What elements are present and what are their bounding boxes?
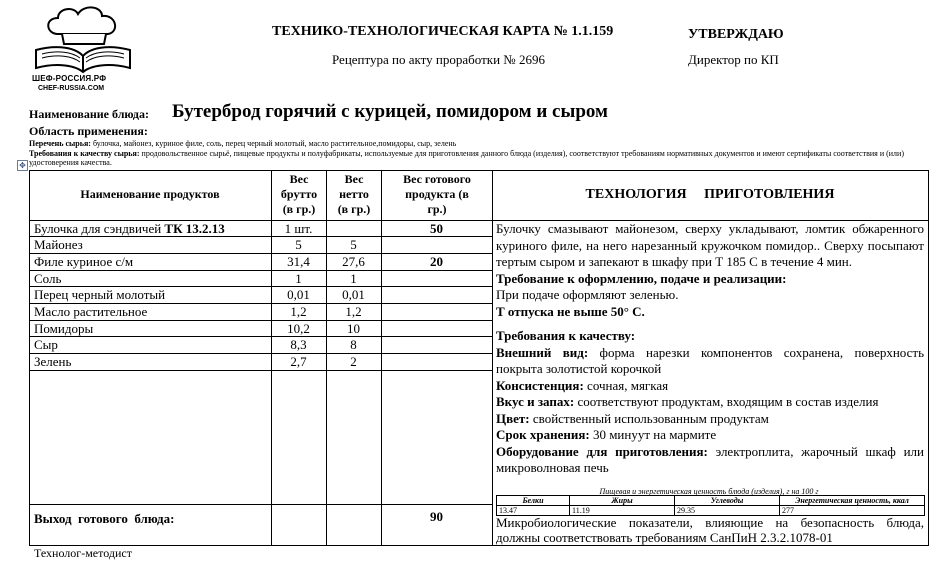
nutrition-title: Пищевая и энергетическая ценность блюда (изделия), г на 100 г xyxy=(599,487,819,496)
spacer xyxy=(496,320,924,328)
taste-text: соответствуют продуктам, входящим в состав изделия xyxy=(574,394,879,409)
ingredient-gross: 1 шт. xyxy=(284,221,313,236)
raw-materials xyxy=(29,139,456,148)
raw-materials-label: Перечень сырья: xyxy=(29,139,91,148)
col-divider-technology xyxy=(492,170,493,546)
storage xyxy=(496,427,924,444)
storage-text: 30 минуут на мармите xyxy=(589,427,717,442)
ingredient-gross: 1,2 xyxy=(290,304,307,319)
row-divider xyxy=(29,336,492,337)
equipment-text: электроплита, жарочный шкаф или микроволновая печь xyxy=(496,443,924,475)
quality-title: Требования к качеству: xyxy=(496,328,636,343)
consistency-text: сочная, мягкая xyxy=(583,377,669,393)
chef-russia-logo xyxy=(28,4,138,96)
ingredient-name xyxy=(34,271,61,287)
row-divider xyxy=(29,353,492,354)
ingredient-name-text: Филе куриное с/м xyxy=(34,254,134,269)
scope-label: Область применения: xyxy=(29,124,148,138)
appearance-text: форма нарезки компонентов сохранена, поверхность покрыта золотистой корочкой xyxy=(496,344,924,376)
row-divider xyxy=(29,320,492,321)
nutrition-values-row xyxy=(497,506,925,516)
dish-name: Бутерброд горячий с курицей, помидором и сыром xyxy=(172,101,608,122)
taste-label: Вкус и запах: xyxy=(496,394,575,409)
quality-requirements-text: продовольственное сырьё, пищевые продукты и полуфабрикаты, используемые для приготовления данного блюда (изделия), соответствуют требованиям нормативных документов и имеют сертификаты соответствия и (или) удостоверения качества. xyxy=(29,149,904,167)
ingredient-ready: 20 xyxy=(430,254,443,269)
ingredient-name xyxy=(34,254,133,270)
nutrition-carbs: 29.35 xyxy=(675,506,780,516)
color-text: свойственный использованным продуктам xyxy=(529,410,769,426)
ingredient-net: 2 xyxy=(350,354,357,369)
document-title: ТЕХНИКО-ТЕХНОЛОГИЧЕСКАЯ КАРТА № 1.1.159 xyxy=(272,24,614,39)
microbiology-text: Микробиологические показатели, влияющие на безопасность блюда, должны соответствовать требованиям СанПиН 2.3.2.1078-01 xyxy=(496,515,924,545)
equipment xyxy=(496,444,924,477)
ingredient-name xyxy=(34,321,93,337)
dish-label: Наименование блюда: xyxy=(29,107,149,121)
ingredient-gross: 8,3 xyxy=(290,337,307,352)
ingredient-name xyxy=(34,237,83,253)
nutrition-fat: 11.19 xyxy=(570,506,675,516)
equipment-label: Оборудование для приготовления: xyxy=(496,443,708,459)
ingredient-name xyxy=(34,287,165,303)
table-border-bottom xyxy=(29,545,929,546)
nutrition-header-fat: Жиры xyxy=(570,496,675,506)
ingredient-name-text: Булочка для сэндвичей xyxy=(34,221,165,236)
storage-label: Срок хранения: xyxy=(496,427,590,442)
table-border-top xyxy=(29,170,929,171)
nutrition-energy: 277 xyxy=(780,506,925,516)
consistency-label: Консистенция: xyxy=(496,377,584,393)
header-ready: Вес готового продукта (в гр.) xyxy=(403,172,471,216)
ingredient-name xyxy=(34,337,58,353)
color xyxy=(496,411,924,428)
ingredient-name xyxy=(34,304,147,320)
ingredient-name-text: Масло растительное xyxy=(34,304,148,319)
ingredient-gross: 31,4 xyxy=(287,254,310,269)
ingredient-net: 1,2 xyxy=(345,304,362,319)
table-border-right xyxy=(928,170,929,546)
output-value: 90 xyxy=(430,509,443,524)
ingredient-name-text: Перец черный молотый xyxy=(34,287,166,302)
output-row-divider xyxy=(29,504,492,505)
technology-text xyxy=(496,221,924,477)
ingredient-ready: 50 xyxy=(430,221,443,236)
table-border-left xyxy=(29,170,30,546)
nutrition-protein: 13.47 xyxy=(497,506,570,516)
ingredient-net: 8 xyxy=(350,337,357,352)
nutrition-header-energy: Энергетическая ценность, ккал xyxy=(780,496,925,506)
appearance xyxy=(496,345,924,378)
serving-title: Требование к оформлению, подаче и реализации: xyxy=(496,270,787,286)
ingredient-gross: 1 xyxy=(295,271,302,286)
row-divider xyxy=(29,370,492,371)
logo-text-ru: ШЕФ-РОССИЯ.РФ xyxy=(32,74,107,83)
director-label: Директор по КП xyxy=(688,52,779,67)
raw-materials-text: булочка, майонез, куриное филе, соль, перец черный молотый, масло растительное,помидоры, сыр, зелень xyxy=(90,139,457,148)
ingredient-name-text: Сыр xyxy=(34,337,58,352)
header-net: Вес нетто (в гр.) xyxy=(337,172,371,216)
taste xyxy=(496,394,924,411)
header-gross: Вес брутто (в гр.) xyxy=(280,172,318,216)
ingredient-gross: 2,7 xyxy=(290,354,307,369)
nutrition-table xyxy=(496,495,925,516)
nutrition-header-row xyxy=(497,496,925,506)
ingredient-net: 10 xyxy=(347,321,360,336)
ingredient-name-text: Зелень xyxy=(34,354,72,369)
approve-label: УТВЕРЖДАЮ xyxy=(688,27,784,42)
header-product: Наименование продуктов xyxy=(80,187,220,201)
nutrition-header-protein: Белки xyxy=(497,496,570,506)
ingredient-gross: 10,2 xyxy=(287,321,310,336)
ingredient-name-text: Помидоры xyxy=(34,321,94,336)
ingredient-net: 5 xyxy=(350,237,357,252)
move-handle-icon[interactable]: ✥ xyxy=(17,160,28,171)
ingredient-net: 27,6 xyxy=(342,254,365,269)
header-technology: ТЕХНОЛОГИЯ ПРИГОТОВЛЕНИЯ xyxy=(585,187,835,202)
technolog-signature-label: Технолог-методист xyxy=(34,546,132,560)
document-subtitle: Рецептура по акту проработки № 2696 xyxy=(332,52,545,67)
ingredient-name-text: Майонез xyxy=(34,237,83,252)
ingredient-net: 1 xyxy=(350,271,357,286)
ingredient-gross: 0,01 xyxy=(287,287,310,302)
output-label: Выход готового блюда: xyxy=(34,511,175,526)
serving-text: При подаче оформляют зеленью. xyxy=(496,287,679,302)
consistency xyxy=(496,378,924,395)
recipe-table xyxy=(29,170,929,546)
ingredient-name-text: Соль xyxy=(34,271,62,286)
ingredient-net: 0,01 xyxy=(342,287,365,302)
ingredient-gross: 5 xyxy=(295,237,302,252)
appearance-label: Внешний вид: xyxy=(496,344,589,360)
ingredient-name xyxy=(34,221,225,237)
quality-requirements xyxy=(29,149,929,167)
nutrition-header-carbs: Углеводы xyxy=(675,496,780,506)
ingredient-tk-ref: ТК 13.2.13 xyxy=(164,221,225,236)
quality-requirements-label: Требования к качеству сырья: xyxy=(29,149,140,158)
row-divider xyxy=(29,270,492,271)
ingredient-name xyxy=(34,354,71,370)
process-text: Булочку смазывают майонезом, сверху укладывают, ломтик обжаренного куриного филе, на него нарезанный кружочком помидор.. Сверху посыпают тертым сыром и запекают в шкафу при Т 185 С в течение 4 мин. xyxy=(496,221,924,269)
logo-text-en: CHEF-RUSSIA.COM xyxy=(38,85,105,92)
serving-temperature: Т отпуска не выше 50° С. xyxy=(496,303,645,319)
color-label: Цвет: xyxy=(496,410,530,426)
chef-hat-book-icon xyxy=(28,4,138,76)
